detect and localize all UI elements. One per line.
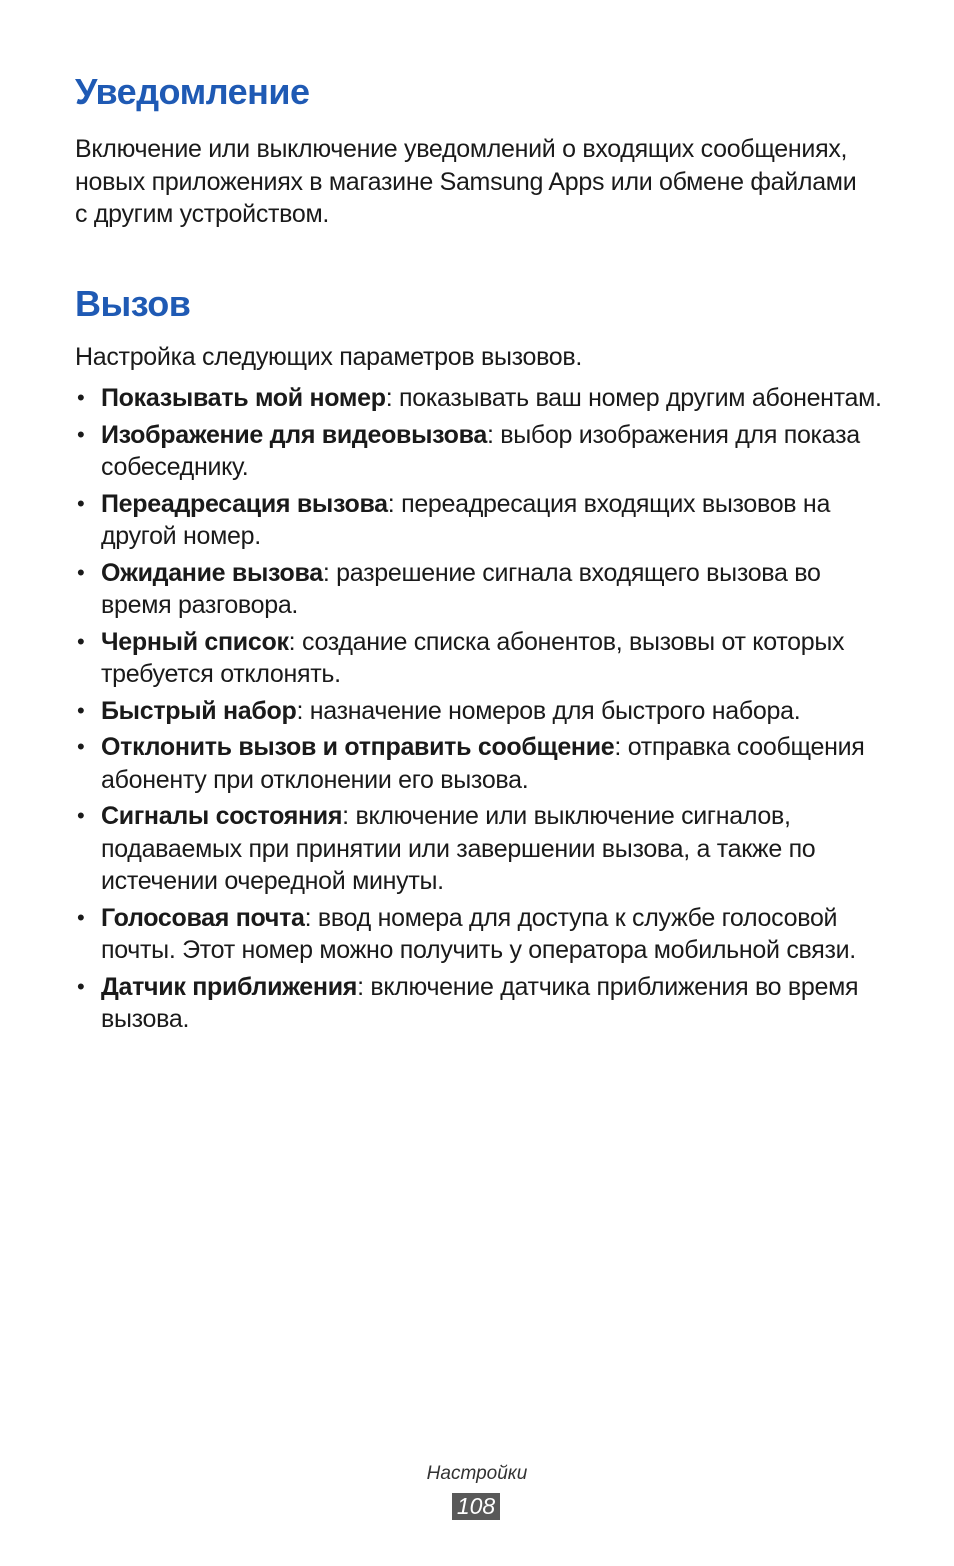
- item-desc: : переадресация входящих вызовов на другой номер.: [101, 489, 831, 550]
- item-term: Черный список: [101, 627, 289, 656]
- call-description: Настройка следующих параметров вызовов.: [75, 343, 583, 371]
- bullet-icon: •: [77, 973, 85, 999]
- list-item: [75, 902, 885, 967]
- bullet-icon: •: [77, 385, 85, 410]
- list-item: [75, 731, 885, 796]
- bullet-icon: •: [77, 904, 85, 930]
- bullet-icon: •: [77, 803, 85, 828]
- item-desc: : разрешение сигнала входящего вызова во время разговора.: [101, 558, 821, 619]
- item-desc: : отправка сообщения абоненту при отклонении его вызова.: [101, 733, 865, 794]
- item-term: Ожидание вызова: [101, 558, 323, 587]
- item-desc: : ввод номера для доступа к службе голосовой почты. Этот номер можно получить у оператора мобильной связи.: [101, 903, 856, 964]
- heading-notification: Уведомление: [75, 71, 310, 112]
- item-term: Датчик приближения: [101, 972, 358, 1001]
- item-term: Голосовая почта: [101, 903, 305, 932]
- bullet-icon: •: [77, 697, 85, 723]
- bullet-icon: •: [77, 421, 85, 447]
- heading-call: Вызов: [75, 283, 191, 324]
- list-item: [75, 695, 885, 728]
- item-term: Переадресация вызова: [101, 489, 388, 518]
- bullet-icon: •: [77, 559, 85, 585]
- bullet-icon: •: [77, 734, 85, 759]
- item-desc: : включение или выключение сигналов, подаваемых при принятии или завершении вызова, а также по истечении очередной минуты.: [101, 802, 816, 895]
- bullet-icon: •: [77, 490, 85, 516]
- list-item: [75, 488, 885, 553]
- item-desc: : показывать ваш номер другим абонентам.: [385, 384, 882, 412]
- page-number: 108: [452, 1493, 500, 1520]
- item-term: Показывать мой номер: [101, 384, 386, 412]
- notification-description: Включение или выключение уведомлений о входящих сообщениях, новых приложениях в магазине Samsung Apps или обмене файлами с другим устройством.: [75, 135, 857, 228]
- bullet-icon: •: [77, 628, 85, 654]
- item-desc: : выбор изображения для показа собеседнику.: [101, 420, 860, 481]
- item-desc: : создание списка абонентов, вызовы от которых требуется отклонять.: [101, 627, 845, 688]
- item-term: Быстрый набор: [101, 696, 297, 725]
- list-item: [75, 382, 885, 415]
- call-settings-list: [75, 382, 885, 1040]
- item-term: Изображение для видеовызова: [101, 420, 487, 449]
- list-item: [75, 971, 885, 1036]
- item-desc: : включение датчика приближения во время вызова.: [101, 972, 859, 1033]
- footer-section-name: Настройки: [426, 1463, 528, 1484]
- list-item: [75, 626, 885, 691]
- item-term: Сигналы состояния: [101, 802, 343, 830]
- item-term: Отклонить вызов и отправить сообщение: [101, 733, 615, 761]
- item-desc: : назначение номеров для быстрого набора.: [296, 696, 801, 725]
- list-item: [75, 419, 885, 484]
- list-item: [75, 557, 885, 622]
- list-item: [75, 800, 885, 898]
